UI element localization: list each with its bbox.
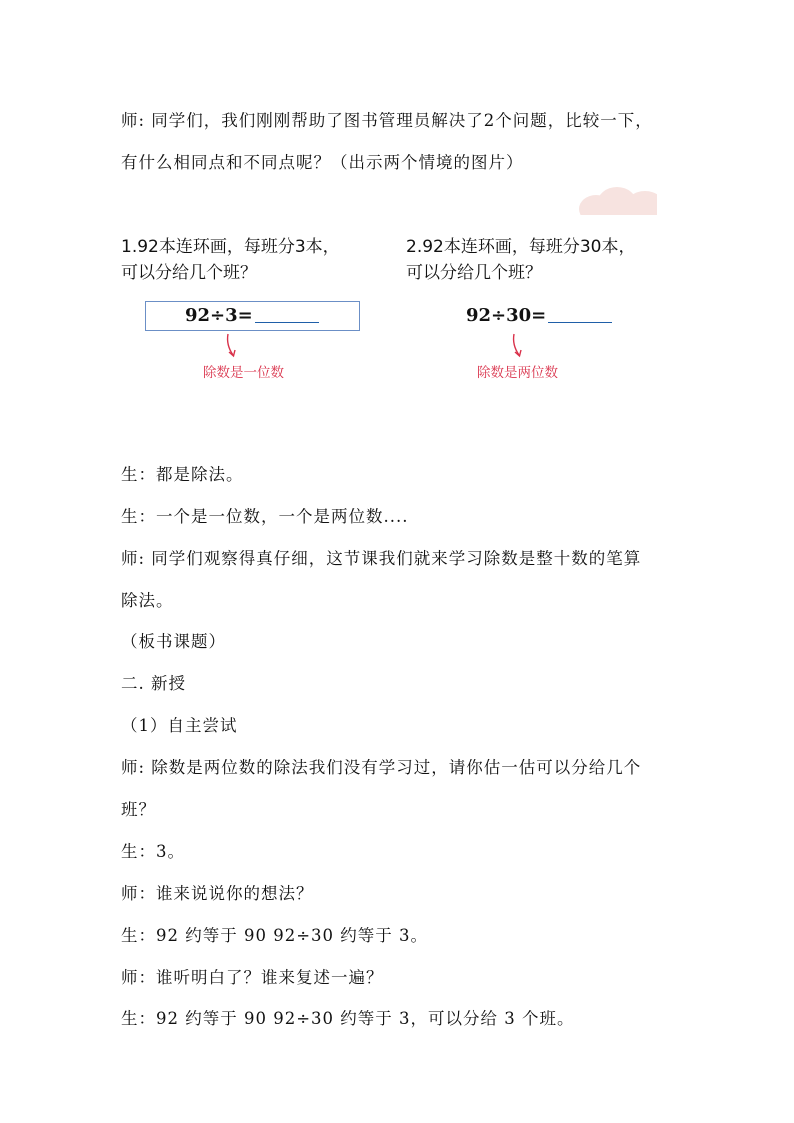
equation-2 [466, 305, 612, 326]
dialogue-line: 生：都是除法。 [121, 465, 244, 484]
dialogue-line: 师：谁来说说你的想法？ [121, 884, 314, 903]
arrow-1-icon [224, 333, 244, 359]
subsection-heading: （1）自主尝试 [121, 716, 238, 735]
problem-1-line-1: 1.92本连环画，每班分3本， [121, 237, 340, 257]
equation-1-text: 92÷3= [185, 305, 253, 326]
answer-blank-2 [548, 322, 612, 323]
cloud-decoration [575, 185, 657, 215]
problem-1-line-2: 可以分给几个班？ [121, 263, 257, 283]
arrow-2-icon [510, 333, 530, 359]
problem-1 [121, 234, 340, 286]
dialogue-line: 生：一个是一位数，一个是两位数.... [121, 507, 409, 526]
dialogue-line: 除法。 [121, 591, 174, 610]
dialogue-line: 生：92 约等于 90 92÷30 约等于 3。 [121, 926, 429, 945]
problem-2 [406, 234, 635, 286]
dialogue-line: 生：3。 [121, 842, 185, 861]
equation-2-text: 92÷30= [466, 305, 547, 326]
dialogue-line: 班？ [121, 800, 156, 819]
equation-1 [185, 305, 319, 326]
intro-line-2: 有什么相同点和不同点呢？（出示两个情境的图片） [121, 153, 524, 172]
dialogue-line: 师：谁听明白了？谁来复述一遍？ [121, 968, 384, 987]
dialogue-line: 师: 除数是两位数的除法我们没有学习过，请你估一估可以分给几个 [121, 758, 642, 777]
problem-2-line-2: 可以分给几个班？ [406, 263, 542, 283]
note-2: 除数是两位数 [477, 365, 558, 381]
answer-blank-1 [255, 322, 319, 323]
intro-line-1: 师: 同学们，我们刚刚帮助了图书管理员解决了2个问题，比较一下， [121, 111, 653, 130]
problem-2-line-1: 2.92本连环画，每班分30本， [406, 237, 636, 257]
dialogue-line: 师: 同学们观察得真仔细，这节课我们就来学习除数是整十数的笔算 [121, 549, 642, 568]
note-1: 除数是一位数 [203, 365, 284, 381]
section-heading: 二. 新授 [121, 674, 186, 693]
dialogue-line: （板书课题） [121, 632, 226, 651]
dialogue-line: 生：92 约等于 90 92÷30 约等于 3，可以分给 3 个班。 [121, 1009, 575, 1028]
